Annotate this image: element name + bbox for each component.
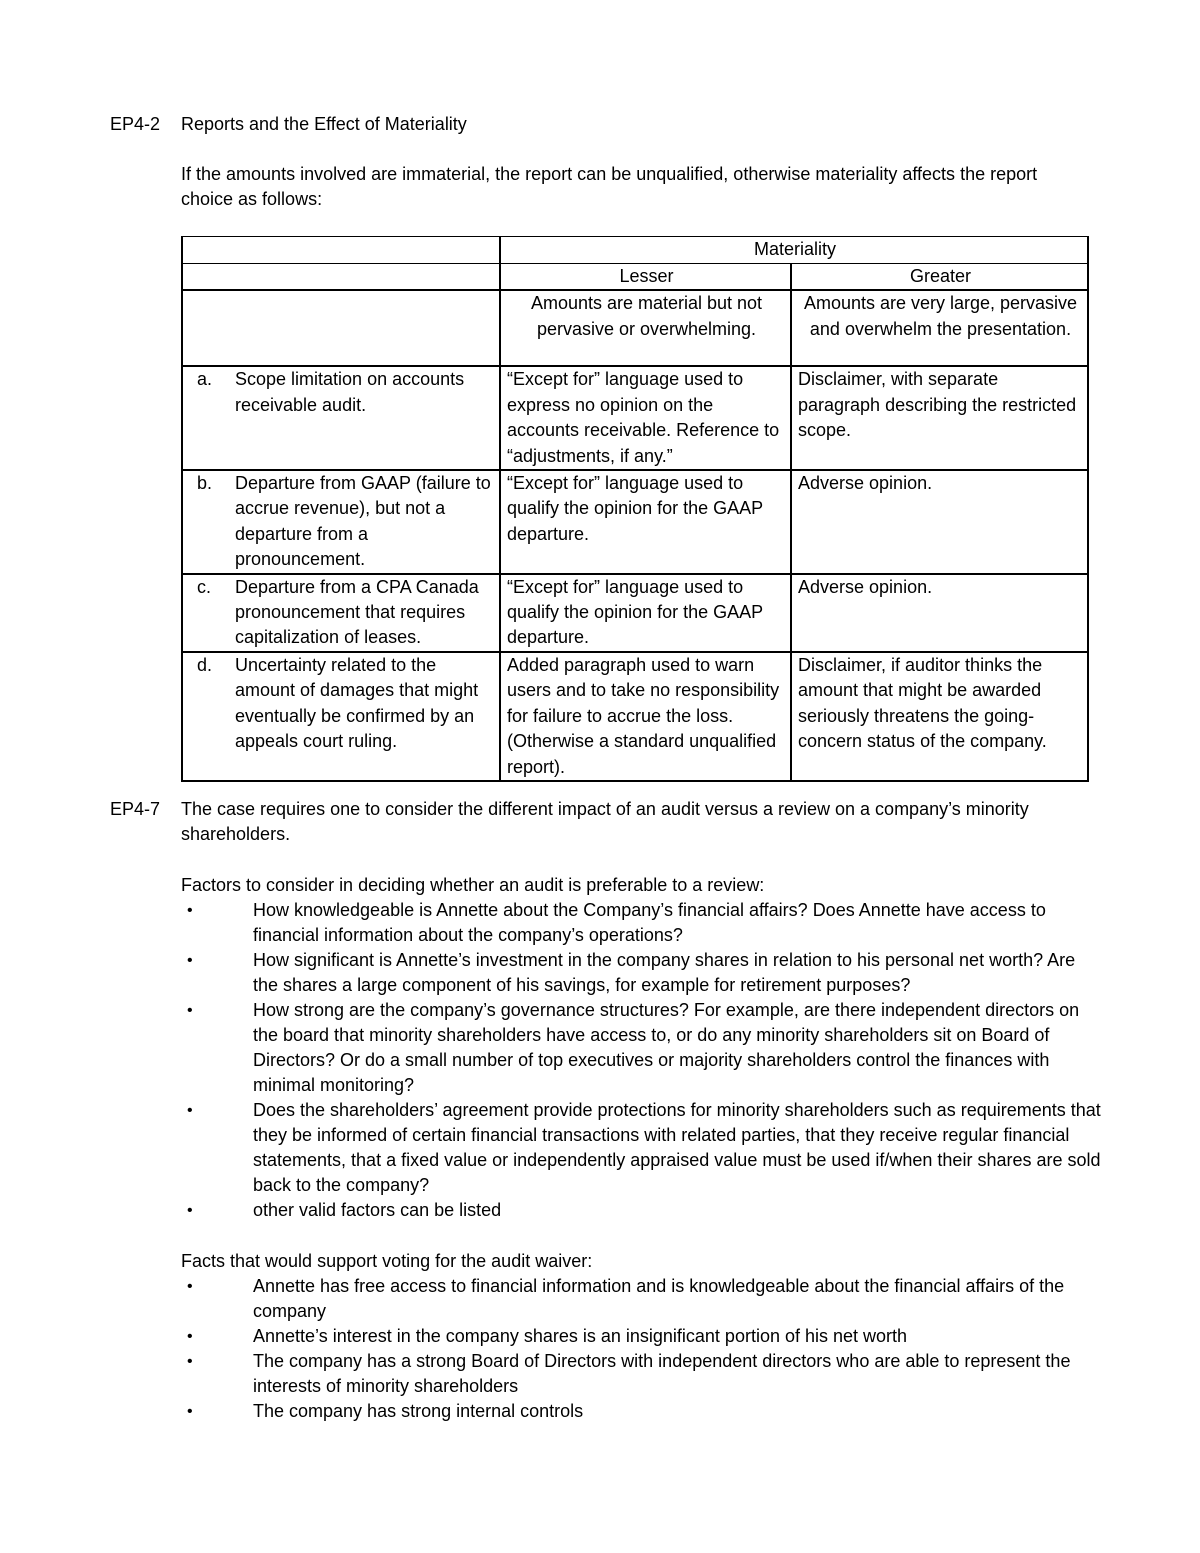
table-corner-cell <box>182 290 500 366</box>
table-row <box>182 366 1088 470</box>
bullet-icon: • <box>187 952 193 969</box>
list-item <box>181 1349 1101 1399</box>
section-code-ep4-7: EP4-7 <box>110 799 161 819</box>
bullet-icon: • <box>187 1403 193 1420</box>
factors-heading: Factors to consider in deciding whether an audit is preferable to a review: <box>181 875 765 895</box>
bullet-icon: • <box>187 1353 193 1370</box>
facts-heading: Facts that would support voting for the audit waiver: <box>181 1251 593 1271</box>
row-letter: c. <box>197 576 212 597</box>
materiality-header: Materiality <box>500 237 1088 264</box>
list-item-text: The company has a strong Board of Directors with independent directors who are able to represent the interests of minority shareholders <box>253 1351 1071 1396</box>
intro-paragraph: If the amounts involved are immaterial, the report can be unqualified, otherwise materiality affects the report choice as follows: <box>181 164 1038 209</box>
table-row <box>182 574 1088 652</box>
list-item-text: Annette has free access to financial information and is knowledgeable about the financial affairs of the company <box>253 1276 1065 1321</box>
list-item <box>181 1274 1101 1324</box>
section-title: Reports and the Effect of Materiality <box>181 114 467 134</box>
list-item-text: Does the shareholders’ agreement provide protections for minority shareholders such as requirements that they be informed of certain financial transactions with related parties, that they receive regular financial statements, that a fixed value or independently appraised value must be used if/when their shares are sold back to the company? <box>253 1100 1101 1195</box>
list-item <box>181 1098 1101 1198</box>
list-item-text: How knowledgeable is Annette about the Company’s financial affairs? Does Annette have access to financial information about the company’s operations? <box>253 900 1046 945</box>
row-letter: a. <box>197 369 213 390</box>
list-item <box>181 1399 1101 1424</box>
row-letter: b. <box>197 473 213 494</box>
lesser-cell: “Except for” language used to qualify the opinion for the GAAP departure. <box>500 470 791 574</box>
lesser-description: Amounts are material but not pervasive or overwhelming. <box>500 290 791 366</box>
bullet-icon: • <box>187 1202 193 1219</box>
list-item-text: other valid factors can be listed <box>253 1200 502 1220</box>
case-paragraph: The case requires one to consider the different impact of an audit versus a review on a company’s minority shareholders. <box>181 799 1029 844</box>
list-item <box>181 1324 1101 1349</box>
facts-block <box>181 1249 1101 1424</box>
bullet-icon: • <box>187 1102 193 1119</box>
row-letter: d. <box>197 654 213 675</box>
situation-cell <box>182 652 500 781</box>
greater-description: Amounts are very large, pervasive and overwhelm the presentation. <box>791 290 1088 366</box>
list-item <box>181 948 1101 998</box>
list-item-text: Annette’s interest in the company shares is an insignificant portion of his net worth <box>253 1326 908 1346</box>
bullet-icon: • <box>187 902 193 919</box>
situation-text: Departure from GAAP (failure to accrue revenue), but not a departure from a pronouncement. <box>235 473 491 570</box>
situation-cell <box>182 470 500 574</box>
situation-text: Departure from a CPA Canada pronouncement that requires capitalization of leases. <box>235 576 479 648</box>
lesser-cell: “Except for” language used to qualify the opinion for the GAAP departure. <box>500 574 791 652</box>
materiality-table <box>181 236 1089 782</box>
factors-block <box>181 873 1101 1223</box>
list-item-text: How significant is Annette’s investment in the company shares in relation to his personal net worth? Are the shares a large component of his savings, for example for retirement purposes? <box>253 950 1076 995</box>
list-item <box>181 998 1101 1098</box>
list-item <box>181 898 1101 948</box>
situation-text: Scope limitation on accounts receivable audit. <box>235 369 465 415</box>
situation-text: Uncertainty related to the amount of damages that might eventually be confirmed by an appeals court ruling. <box>235 654 479 752</box>
table-row <box>182 470 1088 574</box>
greater-cell: Disclaimer, if auditor thinks the amount that might be awarded seriously threatens the going-concern status of the company. <box>791 652 1088 781</box>
list-item <box>181 1198 1101 1223</box>
table-corner-cell <box>182 237 500 264</box>
column-header-lesser: Lesser <box>500 264 791 291</box>
lesser-cell: Added paragraph used to warn users and to take no responsibility for failure to accrue the loss. (Otherwise a standard unqualified report). <box>500 652 791 781</box>
bullet-icon: • <box>187 1328 193 1345</box>
section-code-ep4-2: EP4-2 <box>110 114 161 134</box>
situation-cell <box>182 366 500 470</box>
list-item-text: How strong are the company’s governance structures? For example, are there independent directors on the board that minority shareholders have access to, or do any minority shareholders sit on Board of Directors? Or do a small number of top executives or majority shareholders control the finances with minimal monitoring? <box>253 1000 1080 1095</box>
table-row <box>182 652 1088 781</box>
list-item-text: The company has strong internal controls <box>253 1401 584 1421</box>
situation-cell <box>182 574 500 652</box>
greater-cell: Disclaimer, with separate paragraph describing the restricted scope. <box>791 366 1088 470</box>
lesser-cell: “Except for” language used to express no opinion on the accounts receivable. Reference to “adjustments, if any.” <box>500 366 791 470</box>
greater-cell: Adverse opinion. <box>791 574 1088 652</box>
greater-cell: Adverse opinion. <box>791 470 1088 574</box>
table-corner-cell <box>182 264 500 291</box>
column-header-greater: Greater <box>791 264 1088 291</box>
bullet-icon: • <box>187 1002 193 1019</box>
bullet-icon: • <box>187 1278 193 1295</box>
